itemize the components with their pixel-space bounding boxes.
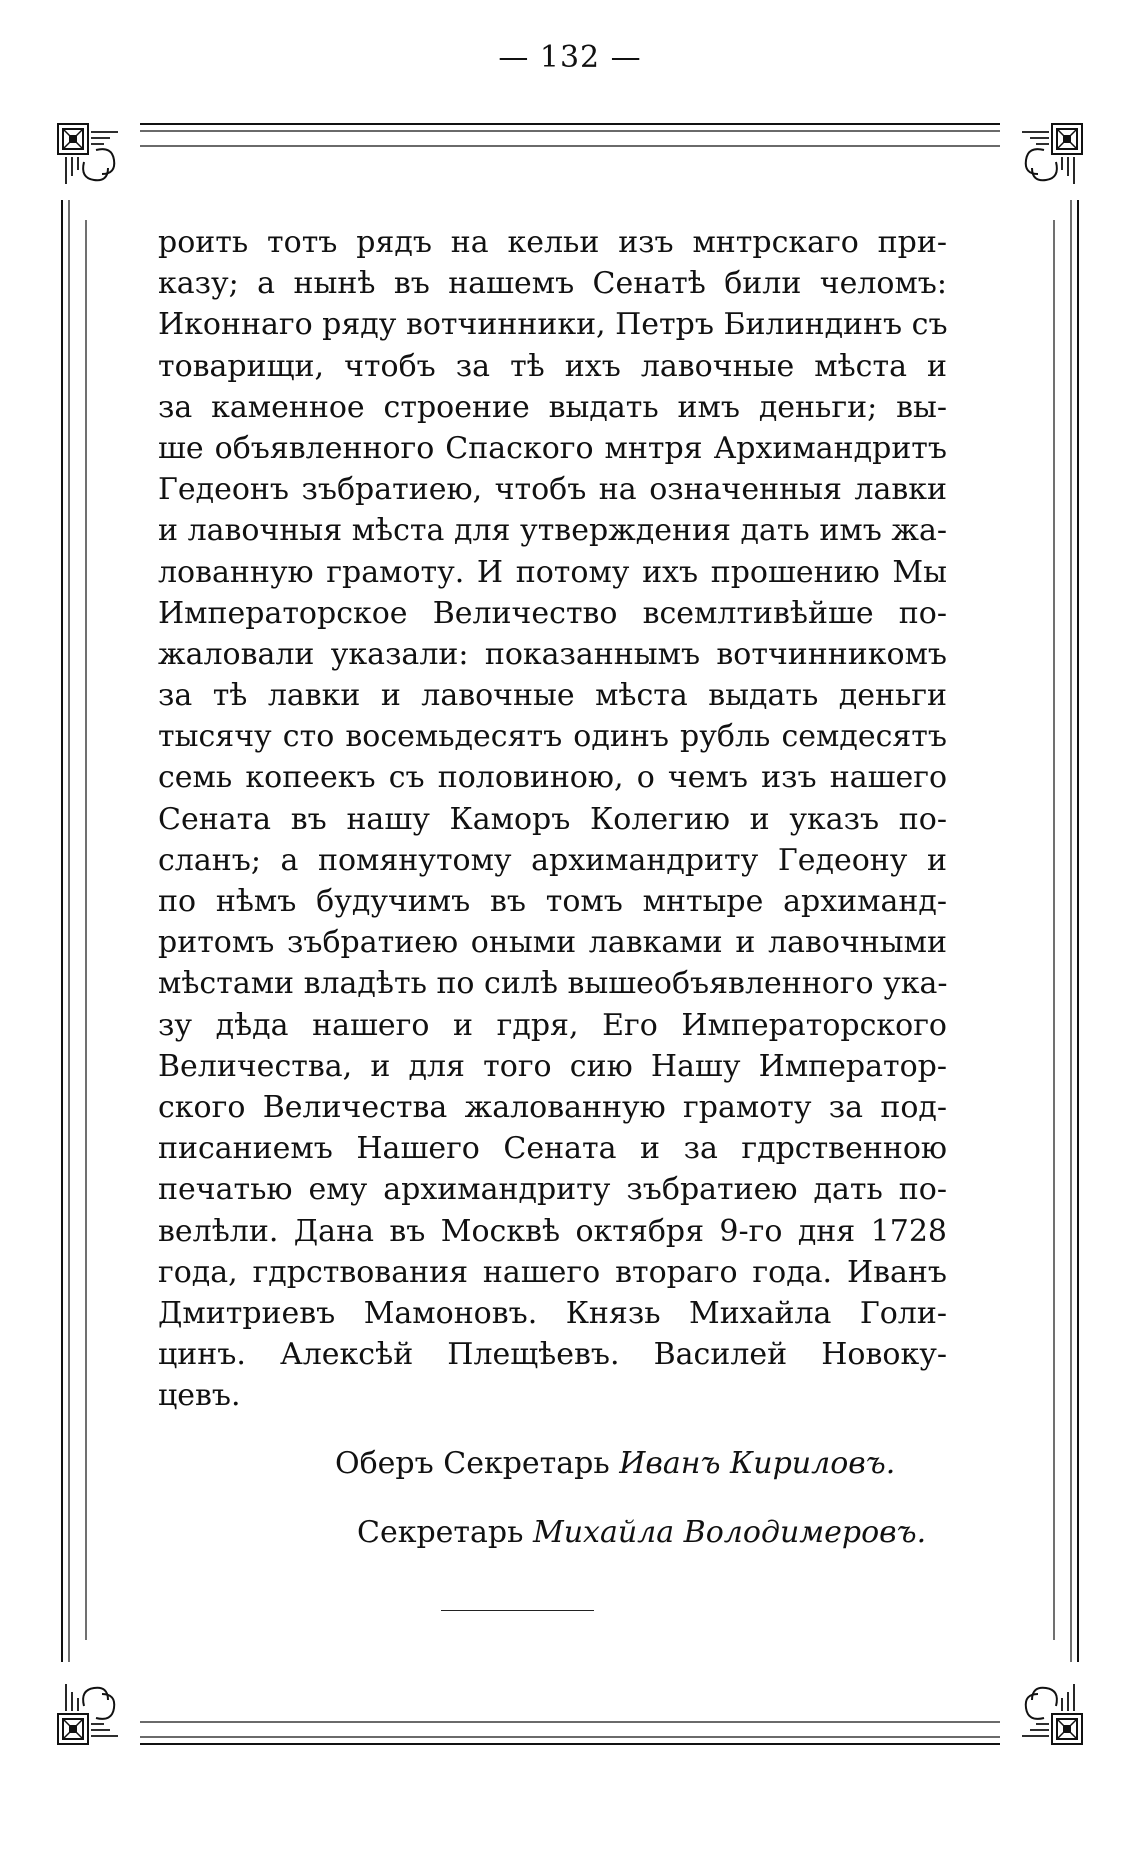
- text-line: сланъ; а помянутому архимандриту Гедеону и: [158, 842, 947, 878]
- text-line: ритомъ зъбратиею оными лавками и лавочными: [158, 925, 947, 961]
- text-line: Гедеонъ зъбратиею, чтобъ на означенныя лавки: [158, 472, 947, 508]
- text-line: печатью ему архимандриту зъбратиею дать по-: [158, 1172, 947, 1208]
- text-line: семь копеекъ съ половиною, о чемъ изъ нашего: [158, 760, 947, 796]
- text-line: зу дѣда нашего и гдря, Его Императорского: [158, 1007, 947, 1043]
- text-line: тысячу сто восемьдесятъ одинъ рубль семдесятъ: [158, 719, 947, 755]
- text-line: и лавочныя мѣста для утверждения дать имъ жа-: [158, 513, 947, 549]
- text-line: Сената въ нашу Каморъ Колегию и указъ по-: [158, 801, 947, 837]
- text-line: Иконнаго ряду вотчинники, Петръ Билиндинъ съ: [158, 307, 948, 343]
- signature-name: Иванъ Кириловъ.: [619, 1446, 896, 1481]
- signature-title: Секретарь: [357, 1515, 524, 1550]
- page-number: — 132 —: [498, 40, 642, 75]
- text-line: жаловали указали: показаннымъ вотчинникомъ: [158, 636, 947, 672]
- text-line: мѣстами владѣть по силѣ вышеобъявленного ука-: [158, 966, 948, 1002]
- text-line: за тѣ лавки и лавочные мѣста выдать деньги: [158, 678, 947, 714]
- body-text: [158, 222, 947, 1416]
- text-line: Императорское Величество всемлтивѣйше по-: [158, 595, 947, 631]
- text-line: писаниемъ Нашего Сената и за гдрственною: [158, 1131, 947, 1167]
- text-line: роить тотъ рядъ на кельи изъ мнтрскаго при-: [158, 225, 947, 260]
- signature-title: Оберъ Секретарь: [335, 1446, 610, 1481]
- text-line: ше объявленного Спаского мнтря Архимандритъ: [158, 430, 947, 466]
- signature-ober-secretary: [335, 1446, 895, 1481]
- text-line: Величества, и для того сию Нашу Император-: [158, 1048, 947, 1084]
- text-line: Дмитриевъ Мамоновъ. Князь Михайла Голи-: [158, 1295, 947, 1331]
- text-line: цевъ.: [158, 1378, 241, 1414]
- text-line: велѣли. Дана въ Москвѣ октября 9-го дня 1728: [158, 1213, 947, 1249]
- text-line: ского Величества жалованную грамоту за под-: [158, 1089, 947, 1125]
- text-line: товарищи, чтобъ за тѣ ихъ лавочные мѣста и: [158, 348, 947, 384]
- text-line: года, гдрствования нашего втораго года. Иванъ: [158, 1254, 947, 1290]
- closing-rule: [441, 1610, 594, 1611]
- text-line: лованную грамоту. И потому ихъ прошению Мы: [158, 554, 947, 590]
- text-line: за каменное строение выдать имъ деньги; вы-: [158, 389, 947, 425]
- text-line: цинъ. Алексѣй Плещѣевъ. Василей Новоку-: [158, 1337, 947, 1373]
- text-line: по нѣмъ будучимъ въ томъ мнтыре архиманд-: [158, 884, 947, 919]
- text-line: казу; а нынѣ въ нашемъ Сенатѣ били челомъ:: [158, 266, 947, 302]
- signature-secretary: [357, 1515, 926, 1550]
- signature-name: Михайла Володимеровъ.: [532, 1515, 927, 1550]
